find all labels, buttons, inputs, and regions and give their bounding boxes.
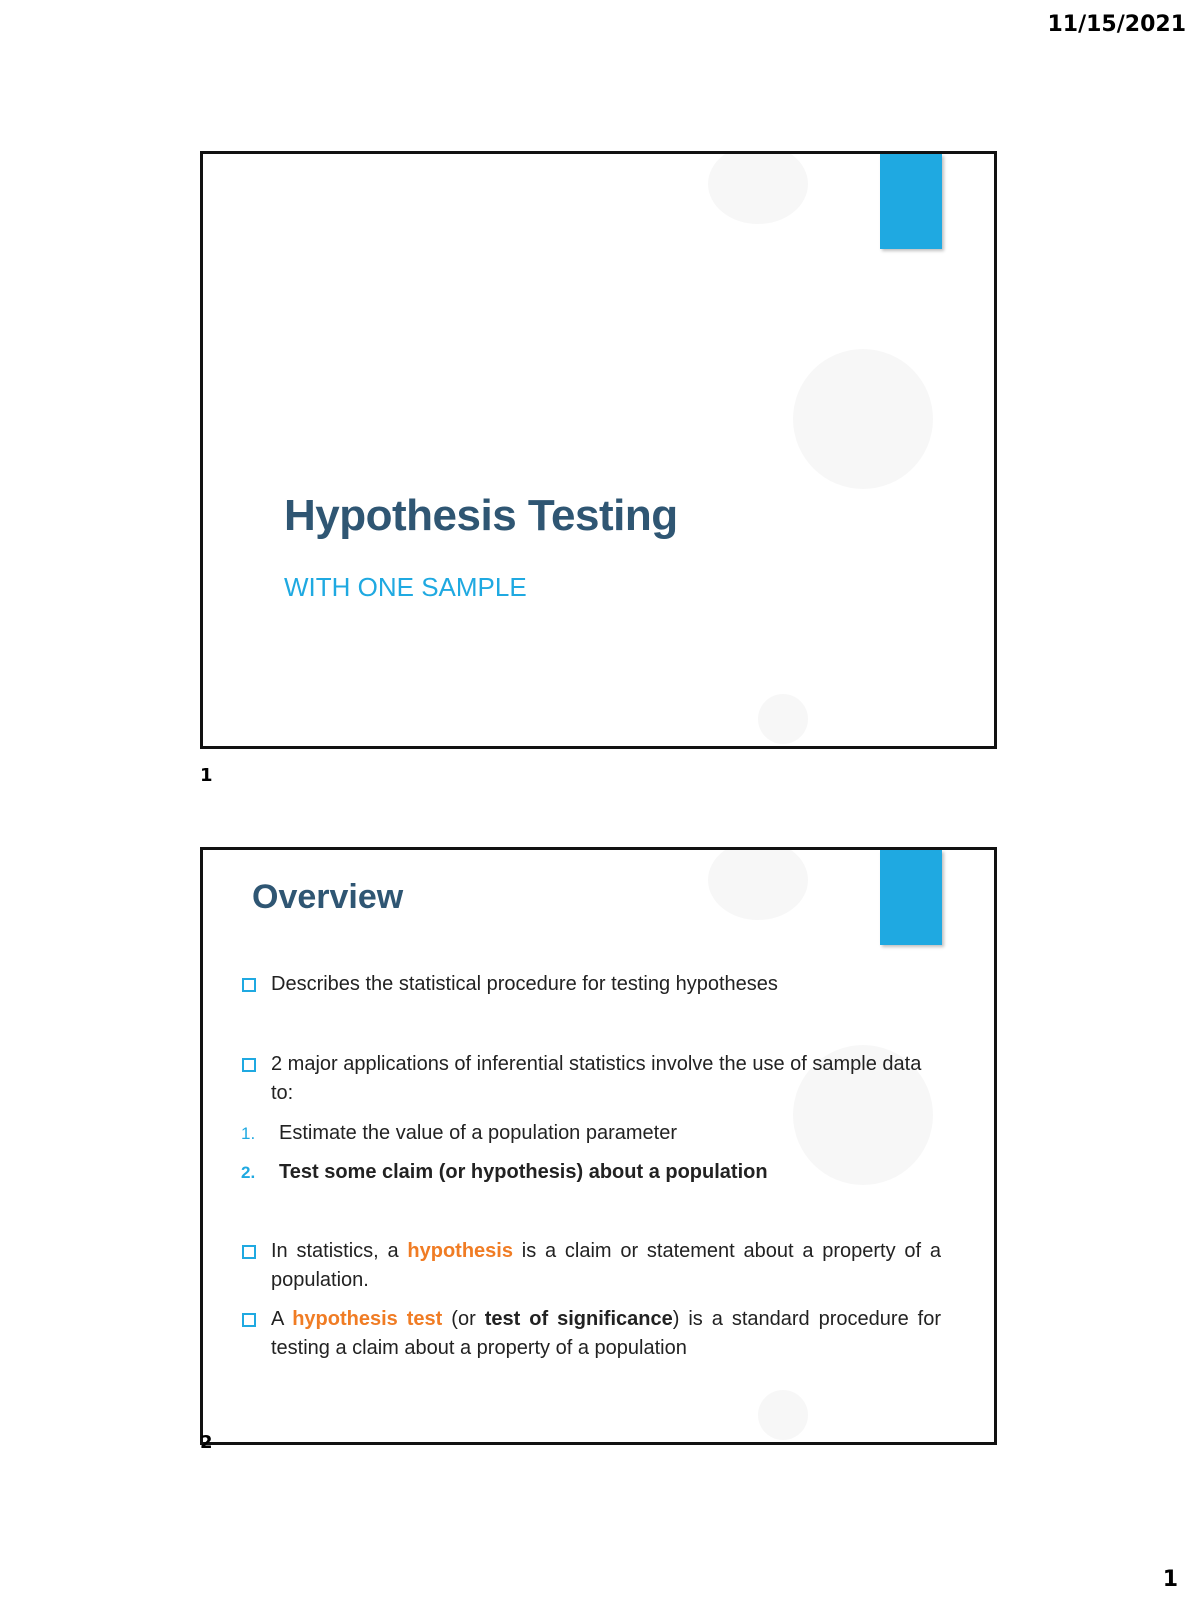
bullet-text-post: ) is a standard procedure for testing a claim about a property of a population [271, 1308, 942, 1359]
bullet-text: 2 major applications of inferential statistics involve the use of sample data to: [271, 1053, 922, 1104]
bullet-item [241, 970, 941, 999]
bullet-item [241, 1237, 941, 1295]
bullet-item [241, 1050, 941, 1108]
slide-number: 2 [200, 1432, 213, 1453]
highlight-term: hypothesis test [292, 1308, 443, 1330]
list-text: Estimate the value of a population parameter [279, 1122, 678, 1144]
decorative-circle [708, 847, 808, 920]
slide-title: Hypothesis Testing [284, 491, 678, 540]
decorative-circle [758, 1390, 808, 1440]
highlight-term: hypothesis [407, 1240, 513, 1262]
slide-1 [200, 151, 997, 749]
bullet-item [241, 1305, 941, 1363]
list-marker: 2. [241, 1163, 256, 1182]
decorative-circle [708, 151, 808, 224]
bullet-text-pre: In statistics, a [271, 1240, 408, 1262]
bullet-text: Describes the statistical procedure for testing hypotheses [271, 973, 778, 995]
bullet-text-post: is a claim or statement about a property of a population. [271, 1240, 941, 1291]
square-bullet-icon [242, 1245, 256, 1259]
slide-number: 1 [200, 765, 213, 786]
bullet-text-pre: A [271, 1308, 293, 1330]
square-bullet-icon [242, 1313, 256, 1327]
square-bullet-icon [242, 1058, 256, 1072]
decorative-circle [793, 349, 933, 489]
decorative-circle [758, 694, 808, 744]
square-bullet-icon [242, 978, 256, 992]
slide-title: Overview [252, 878, 404, 916]
bold-term: test of significance [484, 1308, 673, 1330]
page-date: 11/15/2021 [1047, 12, 1186, 37]
list-marker: 1. [241, 1124, 256, 1143]
slide-subtitle: WITH ONE SAMPLE [284, 572, 527, 602]
list-text: Test some claim (or hypothesis) about a population [279, 1161, 768, 1183]
slide-body [241, 970, 941, 1363]
bullet-text-mid: (or [442, 1308, 485, 1330]
page-number: 1 [1162, 1567, 1178, 1592]
accent-bar [880, 154, 942, 249]
numbered-item [241, 1119, 941, 1148]
numbered-item [241, 1158, 941, 1187]
slide-2 [200, 847, 997, 1445]
accent-bar [880, 850, 942, 945]
